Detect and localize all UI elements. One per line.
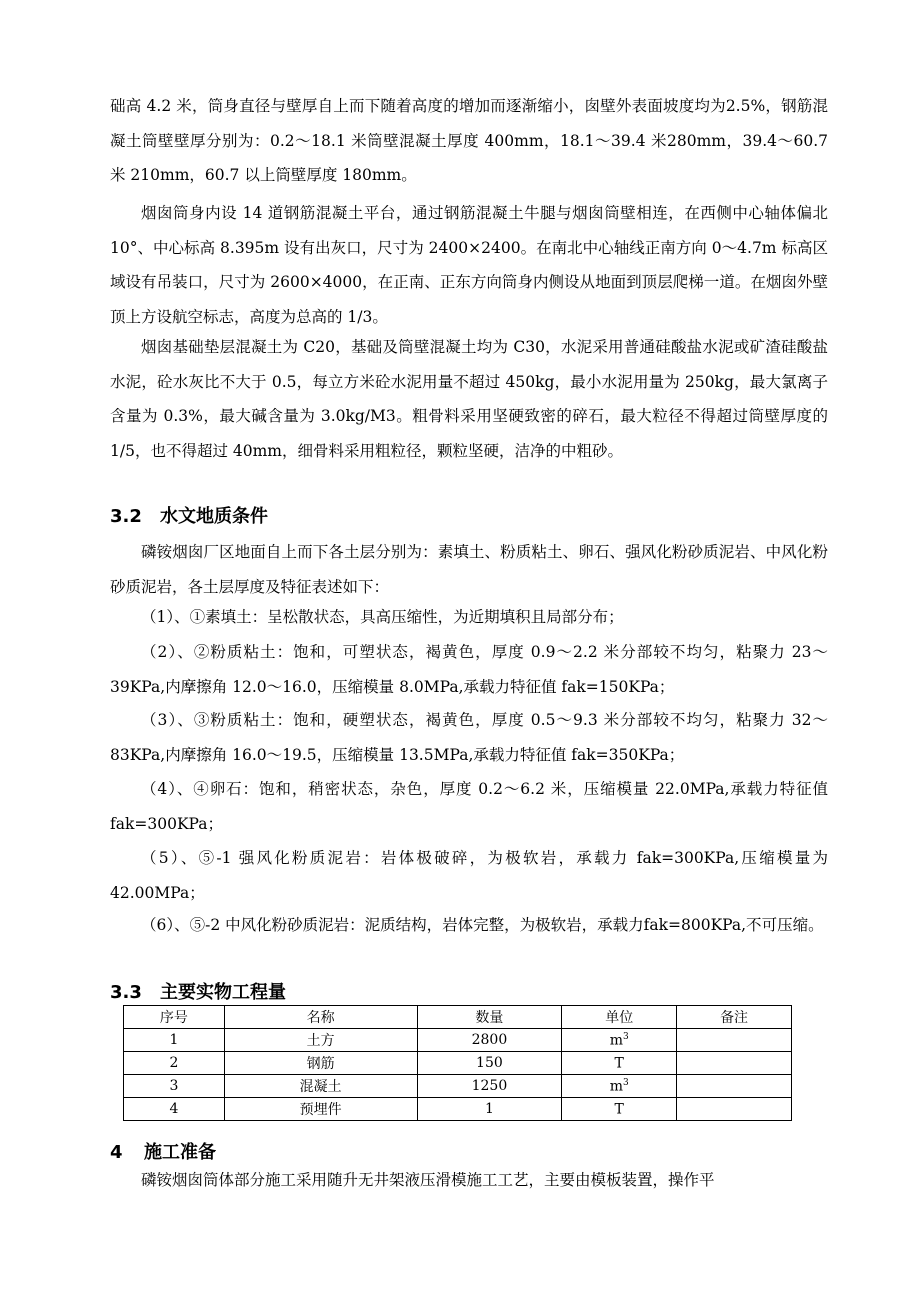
- cell-name: 钢筋: [224, 1052, 417, 1075]
- paragraph-concrete-spec: 烟囱基础垫层混凝土为 C20，基础及筒壁混凝土均为 C30，水泥采用普通硅酸盐水泥或矿渣硅酸盐水泥，砼水灰比不大于 0.5，每立方米砼水泥用量不超过 450kg，最小水泥用量为 250kg，最大氯离子含量为 0.3%，最大碱含量为 3.0kg/M3。粗骨料采用坚硬致密的碎石，最大粒径不得超过筒壁厚度的 1/5，也不得超过 40mm，细骨料采用粗粒径，颗粒坚硬，洁净的中粗砂。: [110, 338, 828, 460]
- header-quantity: 数量: [417, 1006, 562, 1029]
- cell-serial: 2: [124, 1052, 225, 1075]
- heading-4-text: 施工准备: [144, 1142, 216, 1163]
- paragraph-chimney-platforms: 烟囱筒身内设 14 道钢筋混凝土平台，通过钢筋混凝土牛腿与烟囱筒壁相连，在西侧中心轴体偏北 10°、中心标高 8.395m 设有出灰口，尺寸为 2400×2400。在南北中心轴线正南方向 0～4.7m 标高区域设有吊装口，尺寸为 2600×4000，在正南、正东方向筒身内侧设从地面到顶层爬梯一道。在烟囱外壁顶上方设航空标志，高度为总高的 1/3。: [110, 204, 828, 326]
- cell-note: [677, 1098, 792, 1121]
- soil-item-6: （6）、⑤-2 中风化粉砂质泥岩：泥质结构，岩体完整，为极软岩，承载力fak=800KPa,不可压缩。: [141, 916, 824, 934]
- heading-3-2: [110, 502, 268, 528]
- heading-4-number: 4: [110, 1142, 123, 1163]
- cell-note: [677, 1075, 792, 1098]
- cell-unit: [562, 1098, 677, 1121]
- unit-superscript: 3: [623, 1031, 629, 1042]
- cell-serial: 4: [124, 1098, 225, 1121]
- cell-unit: [562, 1029, 677, 1052]
- header-name: 名称: [224, 1006, 417, 1029]
- heading-3-2-number: 3.2: [110, 506, 142, 527]
- heading-4: [110, 1138, 216, 1164]
- soil-item-2: （2）、②粉质粘土：饱和，可塑状态，褐黄色，厚度 0.9～2.2 米分部较不均匀，粘聚力 23～39KPa,内摩擦角 12.0～16.0，压缩模量 8.0MPa,承载力特征值 fak=150KPa；: [110, 643, 828, 696]
- table-row: [124, 1075, 792, 1098]
- header-note: 备注: [677, 1006, 792, 1029]
- heading-3-2-text: 水文地质条件: [160, 506, 268, 527]
- cell-serial: 1: [124, 1029, 225, 1052]
- header-serial: 序号: [124, 1006, 225, 1029]
- unit-text: m: [609, 1078, 623, 1095]
- cell-name: 预埋件: [224, 1098, 417, 1121]
- cell-serial: 3: [124, 1075, 225, 1098]
- cell-quantity: 150: [417, 1052, 562, 1075]
- cell-quantity: 1250: [417, 1075, 562, 1098]
- cell-note: [677, 1029, 792, 1052]
- soil-item-1: （1）、①素填土：呈松散状态，具高压缩性，为近期填积且局部分布；: [141, 608, 624, 626]
- soil-item-4: （4）、④卵石：饱和，稍密状态，杂色，厚度 0.2～6.2 米，压缩模量 22.0MPa,承载力特征值 fak=300KPa；: [110, 780, 828, 833]
- table-row: [124, 1098, 792, 1121]
- quantities-table: [123, 1005, 792, 1121]
- paragraph-chimney-dimensions: 础高 4.2 米，筒身直径与壁厚自上而下随着高度的增加而逐渐缩小，囱壁外表面坡度均为2.5%，钢筋混凝土筒壁壁厚分别为：0.2～18.1 米筒壁混凝土厚度 400mm，18.1～39.4 米280mm，39.4～60.7 米 210mm，60.7 以上筒壁厚度 180mm。: [110, 97, 828, 184]
- paragraph-slipform: 磷铵烟囱筒体部分施工采用随升无井架液压滑模施工工艺，主要由模板装置，操作平: [141, 1171, 715, 1189]
- cell-unit: [562, 1075, 677, 1098]
- cell-note: [677, 1052, 792, 1075]
- unit-superscript: 3: [623, 1077, 629, 1088]
- cell-name: 混凝土: [224, 1075, 417, 1098]
- table-row: [124, 1029, 792, 1052]
- soil-item-5: （5）、⑤-1 强风化粉质泥岩：岩体极破碎，为极软岩，承载力 fak=300KPa,压缩模量为 42.00MPa；: [110, 849, 828, 902]
- table-row: [124, 1052, 792, 1075]
- cell-name: 土方: [224, 1029, 417, 1052]
- header-unit: 单位: [562, 1006, 677, 1029]
- cell-quantity: 1: [417, 1098, 562, 1121]
- cell-unit: [562, 1052, 677, 1075]
- unit-text: m: [609, 1032, 623, 1049]
- soil-item-3: （3）、③粉质粘土：饱和，硬塑状态，褐黄色，厚度 0.5～9.3 米分部较不均匀，粘聚力 32～83KPa,内摩擦角 16.0～19.5，压缩模量 13.5MPa,承载力特征值 fak=350KPa；: [110, 711, 828, 764]
- unit-text: T: [614, 1055, 624, 1072]
- table-header-row: [124, 1006, 792, 1029]
- heading-3-3: [110, 978, 286, 1004]
- paragraph-soil-layers: 磷铵烟囱厂区地面自上而下各土层分别为：素填土、粉质粘土、卵石、强风化粉砂质泥岩、中风化粉砂质泥岩，各土层厚度及特征表述如下：: [110, 543, 828, 596]
- heading-3-3-text: 主要实物工程量: [160, 982, 286, 1003]
- unit-text: T: [614, 1101, 624, 1118]
- cell-quantity: 2800: [417, 1029, 562, 1052]
- heading-3-3-number: 3.3: [110, 982, 142, 1003]
